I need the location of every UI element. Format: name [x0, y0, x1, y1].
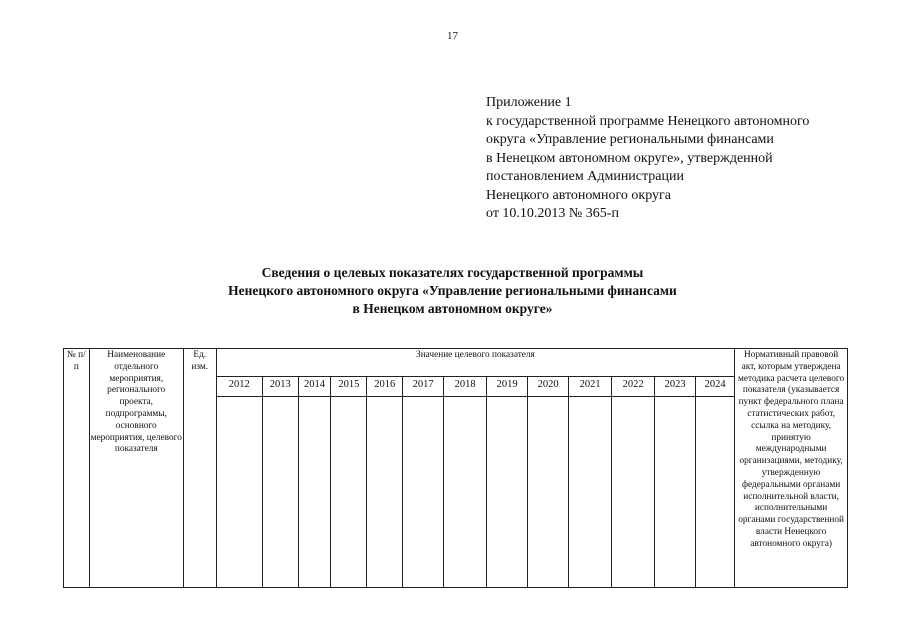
year-cell	[331, 397, 367, 588]
year-cell	[569, 397, 612, 588]
header-value: Значение целевого показателя	[216, 349, 735, 377]
year-header: 2012	[216, 377, 262, 397]
appendix-line: Ненецкого автономного округа	[486, 187, 671, 203]
year-cell	[528, 397, 569, 588]
title-line: Сведения о целевых показателях государственной программы	[261, 265, 644, 280]
year-header: 2014	[298, 377, 331, 397]
year-cell	[612, 397, 655, 588]
year-header: 2016	[367, 377, 403, 397]
year-cell	[444, 397, 487, 588]
header-num: № п/п	[64, 349, 90, 588]
document-title	[0, 264, 905, 318]
year-header: 2015	[331, 377, 367, 397]
indicators-table	[63, 348, 848, 588]
year-cell	[487, 397, 528, 588]
header-name: Наименование отдельного мероприятия, регионального проекта, подпрограммы, основного мероприятия, целевого показателя	[89, 349, 183, 588]
header-unit: Ед. изм.	[183, 349, 216, 588]
appendix-line: к государственной программе Ненецкого автономного	[486, 113, 810, 129]
year-header: 2020	[528, 377, 569, 397]
appendix-block	[486, 94, 886, 224]
year-cell	[298, 397, 331, 588]
year-cell	[216, 397, 262, 588]
year-cell	[696, 397, 735, 588]
header-normative: Нормативный правовой акт, которым утверждена методика расчета целевого показателя (указывается пункт федерального плана статистических работ, ссылка на методику, принятую международными организациями, методику, утвержденную федеральными органами исполнительной власти, исполнительными органами государственной власти Ненецкого автономного округа)	[735, 349, 848, 588]
page-number: 17	[447, 30, 458, 42]
appendix-line: Приложение 1	[486, 95, 572, 110]
year-cell	[367, 397, 403, 588]
appendix-line: постановлением Администрации	[486, 169, 684, 184]
year-header: 2017	[403, 377, 444, 397]
year-cell	[262, 397, 298, 588]
year-header: 2022	[612, 377, 655, 397]
year-header: 2013	[262, 377, 298, 397]
year-header: 2023	[655, 377, 696, 397]
appendix-line: от 10.10.2013 № 365-п	[486, 206, 619, 221]
year-header: 2021	[569, 377, 612, 397]
year-header: 2024	[696, 377, 735, 397]
appendix-line: в Ненецком автономном округе», утвержденной	[486, 150, 773, 166]
year-cell	[403, 397, 444, 588]
year-header: 2018	[444, 377, 487, 397]
year-header: 2019	[487, 377, 528, 397]
title-line: в Ненецком автономном округе»	[352, 301, 553, 316]
year-cell	[655, 397, 696, 588]
appendix-line: округа «Управление региональными финансами	[486, 132, 774, 147]
title-line: Ненецкого автономного округа «Управление региональными финансами	[228, 283, 677, 298]
